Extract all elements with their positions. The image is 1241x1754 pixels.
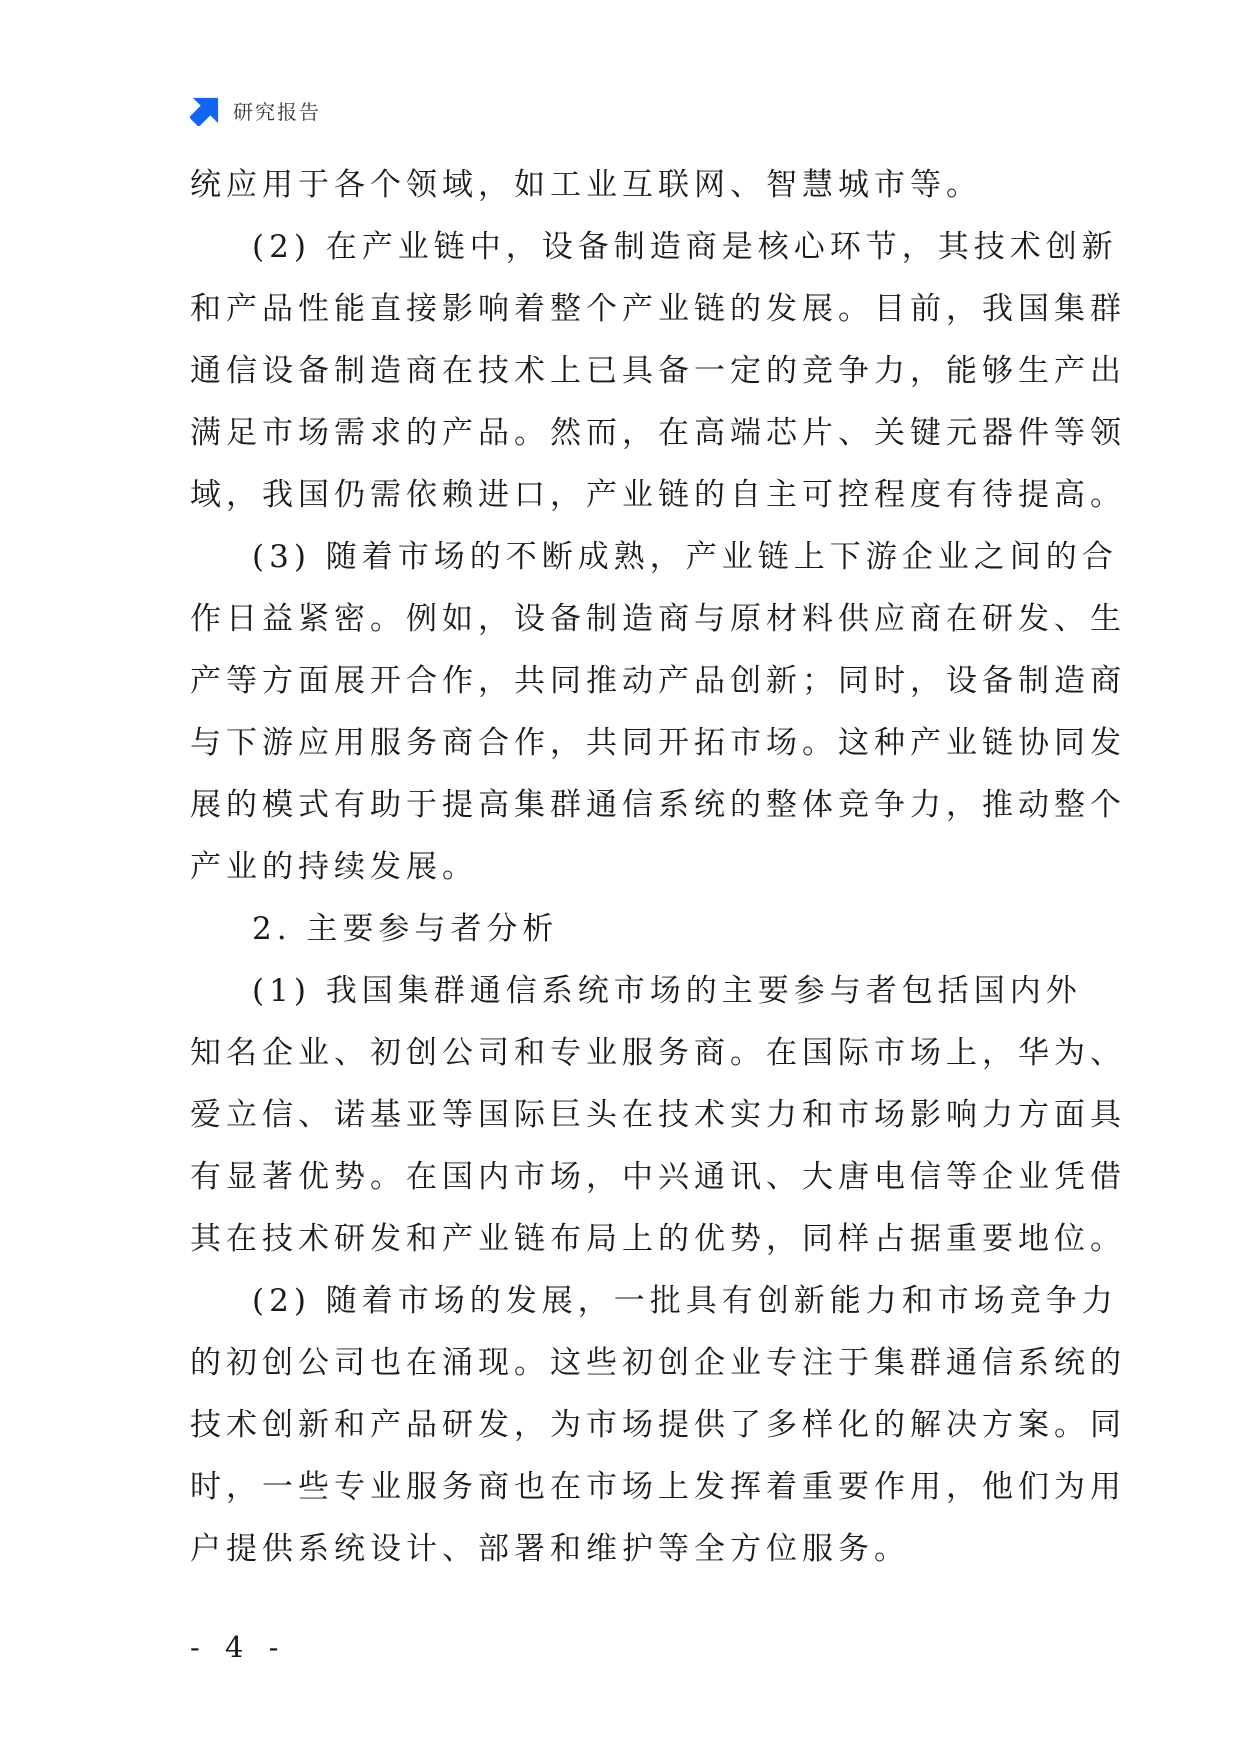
text-line: 满足市场需求的产品。然而，在高端芯片、关键元器件等领 — [190, 415, 1126, 451]
page-number: - 4 - — [190, 1630, 287, 1664]
text-line: 知名企业、初创公司和专业服务商。在国际市场上，华为、 — [190, 1035, 1126, 1071]
text-line: 统应用于各个领域，如工业互联网、智慧城市等。 — [190, 167, 982, 203]
text-line: 与下游应用服务商合作，共同开拓市场。这种产业链协同发 — [190, 725, 1126, 761]
header-title: 研究报告 — [233, 99, 321, 124]
text-line: (2) 随着市场的发展，一批具有创新能力和市场竞争力 — [252, 1283, 1118, 1319]
text-line: (2) 在产业链中，设备制造商是核心环节，其技术创新 — [252, 229, 1118, 265]
arrow-up-right-logo-icon — [190, 95, 221, 126]
text-line: 时，一些专业服务商也在市场上发挥着重要作用，他们为用 — [190, 1469, 1126, 1505]
text-line: (1) 我国集群通信系统市场的主要参与者包括国内外 — [252, 973, 1082, 1009]
text-line: 有显著优势。在国内市场，中兴通讯、大唐电信等企业凭借 — [190, 1159, 1126, 1195]
text-line: 其在技术研发和产业链布局上的优势，同样占据重要地位。 — [190, 1221, 1126, 1257]
text-line: 通信设备制造商在技术上已具备一定的竞争力，能够生产出 — [190, 353, 1126, 389]
text-line: 作日益紧密。例如，设备制造商与原材料供应商在研发、生 — [190, 601, 1126, 637]
text-line: 域，我国仍需依赖进口，产业链的自主可控程度有待提高。 — [190, 477, 1126, 513]
text-line: 展的模式有助于提高集群通信系统的整体竞争力，推动整个 — [190, 787, 1126, 823]
report-header — [190, 92, 321, 128]
text-line: 产等方面展开合作，共同推动产品创新；同时，设备制造商 — [190, 663, 1126, 699]
text-line: 技术创新和产品研发，为市场提供了多样化的解决方案。同 — [190, 1407, 1126, 1443]
text-line: 2. 主要参与者分析 — [252, 911, 559, 947]
text-line: 产业的持续发展。 — [190, 849, 478, 885]
text-line: 户提供系统设计、部署和维护等全方位服务。 — [190, 1531, 910, 1567]
text-line: 和产品性能直接影响着整个产业链的发展。目前，我国集群 — [190, 291, 1126, 327]
text-line: 的初创公司也在涌现。这些初创企业专注于集群通信系统的 — [190, 1345, 1126, 1381]
text-line: (3) 随着市场的不断成熟，产业链上下游企业之间的合 — [252, 539, 1118, 575]
text-line: 爱立信、诺基亚等国际巨头在技术实力和市场影响力方面具 — [190, 1097, 1126, 1133]
document-body — [190, 154, 1126, 1580]
